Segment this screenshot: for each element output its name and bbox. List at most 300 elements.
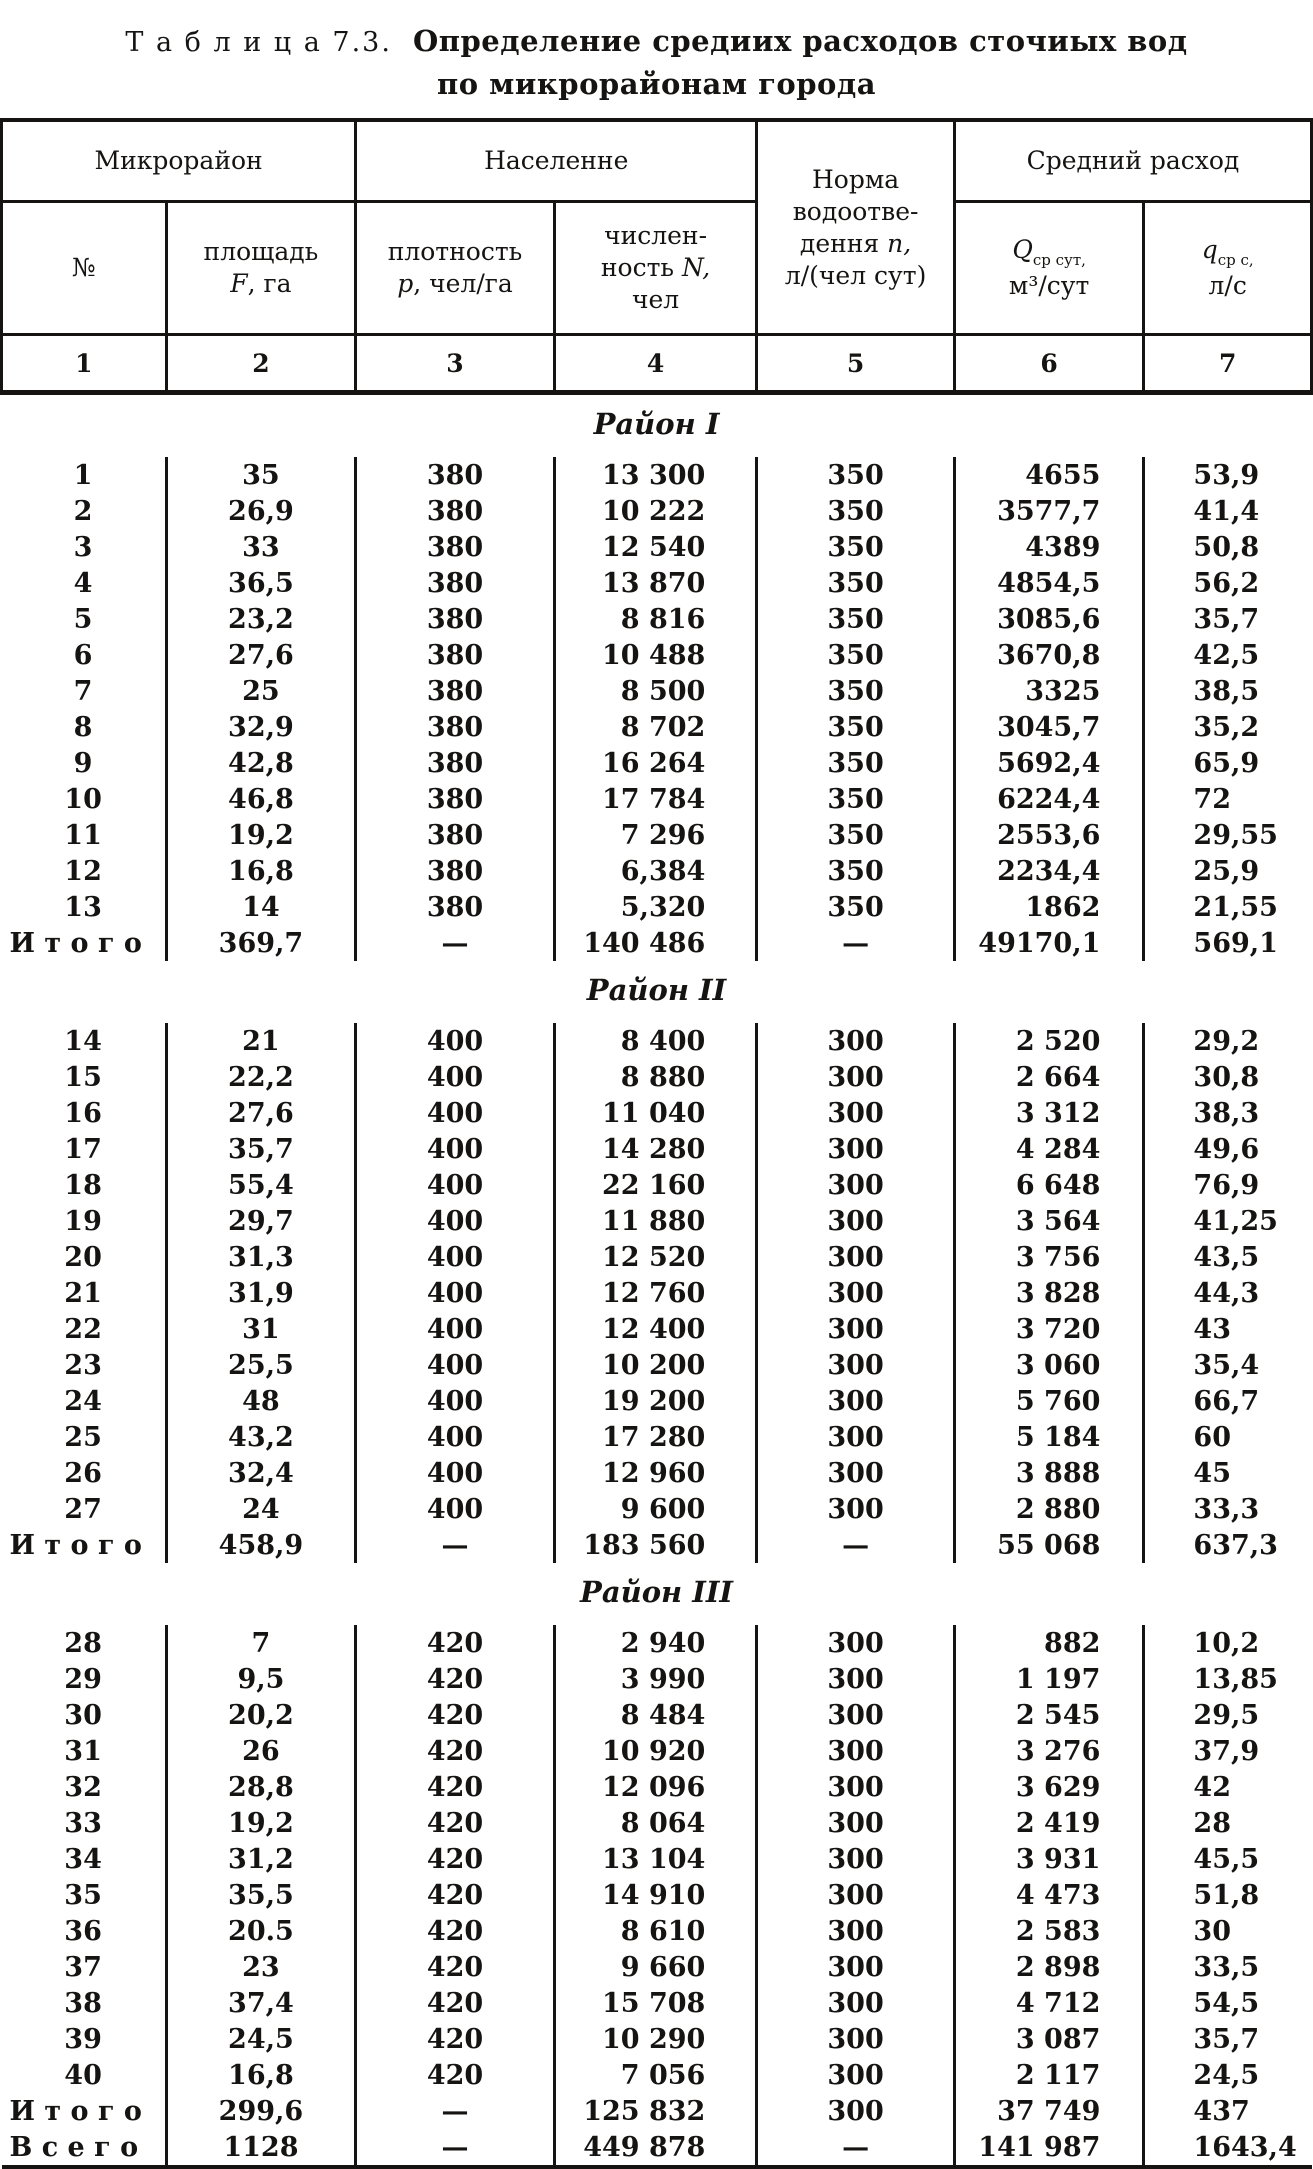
table-cell: 14	[64, 1025, 102, 1057]
section-heading	[2, 1563, 1312, 1625]
table-cell: 56,2	[1144, 565, 1312, 601]
table-cell: 72	[1144, 781, 1312, 817]
table-cell: 380	[356, 529, 555, 565]
table-cell: 21	[166, 1023, 356, 1059]
table-cell: 400	[356, 1023, 555, 1059]
table-cell: 43,2	[166, 1419, 356, 1455]
table-cell: 400	[356, 1059, 555, 1095]
table-cell: 3 276	[954, 1733, 1144, 1769]
table-cell: 6 648	[954, 1167, 1144, 1203]
table-cell: 66,7	[1144, 1383, 1312, 1419]
table-cell: 49,6	[1144, 1131, 1312, 1167]
header-norm-line1: Норма	[811, 164, 900, 194]
table-cell: 54,5	[1144, 1985, 1312, 2021]
column-number: 7	[1144, 335, 1312, 393]
table-cell: 300	[757, 1877, 955, 1913]
table-cell: 55 068	[954, 1527, 1144, 1563]
table-cell: 400	[356, 1131, 555, 1167]
table-cell: 3577,7	[954, 493, 1144, 529]
table-cell: 3 060	[954, 1347, 1144, 1383]
table-cell: 350	[757, 745, 955, 781]
table-cell: 12 540	[554, 529, 757, 565]
table-cell: 6,384	[554, 853, 757, 889]
table-cell: 2 419	[954, 1805, 1144, 1841]
table-cell: 20.5	[166, 1913, 356, 1949]
table-cell: 9 660	[554, 1949, 757, 1985]
table-cell: 31	[166, 1311, 356, 1347]
table-cell: 420	[356, 1661, 555, 1697]
column-number: 5	[757, 335, 955, 393]
table-cell: 1 197	[954, 1661, 1144, 1697]
table-cell: 30	[1144, 1913, 1312, 1949]
table-cell: 4 473	[954, 1877, 1144, 1913]
table-cell: 26	[64, 1457, 102, 1489]
table-cell: —	[356, 925, 555, 961]
table-cell: 53,9	[1144, 457, 1312, 493]
table-cell: 8 064	[554, 1805, 757, 1841]
table-cell: 4655	[954, 457, 1144, 493]
table-title-line1	[0, 22, 1313, 65]
header-col-number: №	[2, 202, 167, 335]
table-cell: 420	[356, 2057, 555, 2093]
table-cell: 299,6	[166, 2093, 356, 2129]
table-cell: 2 880	[954, 1491, 1144, 1527]
table-cell: 3 629	[954, 1769, 1144, 1805]
table-row	[2, 781, 1312, 817]
table-cell: 31	[64, 1735, 102, 1767]
section-heading-label: Район II	[586, 973, 727, 1007]
table-cell: 33	[166, 529, 356, 565]
table-cell: 300	[757, 1625, 955, 1661]
table-cell: 400	[356, 1095, 555, 1131]
table-section	[2, 1563, 1312, 2167]
table-cell: 10 290	[554, 2021, 757, 2057]
table-row	[2, 889, 1312, 925]
table-cell: 420	[356, 1805, 555, 1841]
table-cell: 420	[356, 2021, 555, 2057]
table-cell: 21,55	[1144, 889, 1312, 925]
table-row	[2, 1877, 1312, 1913]
table-cell: 5 184	[954, 1419, 1144, 1455]
header-norm-line4: л/(чел сут)	[784, 260, 927, 290]
header-average-flow: Средний расход	[954, 120, 1311, 202]
table-cell: 51,8	[1144, 1877, 1312, 1913]
table-row	[2, 2021, 1312, 2057]
column-number-row	[2, 335, 1312, 393]
table-cell: 38,3	[1144, 1095, 1312, 1131]
table-cell: 9	[73, 747, 93, 779]
table-cell: 300	[757, 1203, 955, 1239]
table-cell: 41,4	[1144, 493, 1312, 529]
table-cell: 3 564	[954, 1203, 1144, 1239]
table-row	[2, 1023, 1312, 1059]
table-row	[2, 1625, 1312, 1661]
header-column-row	[2, 202, 1312, 335]
table-row	[2, 1419, 1312, 1455]
table-cell: 420	[356, 1697, 555, 1733]
table-cell: 300	[757, 1841, 955, 1877]
table-cell: 420	[356, 1913, 555, 1949]
table-row	[2, 2057, 1312, 2093]
table-cell: 25,9	[1144, 853, 1312, 889]
table-cell: —	[757, 2129, 955, 2167]
table-cell: 33,3	[1144, 1491, 1312, 1527]
table-cell: 35,7	[166, 1131, 356, 1167]
header-group-row	[2, 120, 1312, 202]
table-cell: 20,2	[166, 1697, 356, 1733]
table-cell: 25	[166, 673, 356, 709]
table-cell: 12 400	[554, 1311, 757, 1347]
main-table	[0, 118, 1313, 2169]
table-row	[2, 1311, 1312, 1347]
table-cell: 400	[356, 1419, 555, 1455]
table-cell: 420	[356, 1733, 555, 1769]
table-cell: 15	[64, 1061, 102, 1093]
table-cell: 400	[356, 1275, 555, 1311]
table-cell: 10 488	[554, 637, 757, 673]
table-cell: 8 400	[554, 1023, 757, 1059]
table-cell: 3 312	[954, 1095, 1144, 1131]
table-cell: 400	[356, 1455, 555, 1491]
table-title-text: Определение средиих расходов сточиых вод	[413, 24, 1188, 58]
table-cell: 5692,4	[954, 745, 1144, 781]
table-cell: 16	[64, 1097, 102, 1129]
table-cell: 420	[356, 1841, 555, 1877]
table-cell: —	[356, 2129, 555, 2167]
table-section	[2, 961, 1312, 1563]
table-cell: —	[356, 1527, 555, 1563]
table-cell: 55,4	[166, 1167, 356, 1203]
table-cell: 8	[73, 711, 93, 743]
table-cell: 380	[356, 781, 555, 817]
table-cell: 30	[64, 1699, 102, 1731]
table-cell: 380	[356, 817, 555, 853]
table-cell: 1128	[166, 2129, 356, 2167]
table-cell: 350	[757, 889, 955, 925]
table-cell: 76,9	[1144, 1167, 1312, 1203]
table-cell: 37	[64, 1951, 102, 1983]
table-cell: 31,3	[166, 1239, 356, 1275]
table-cell: 22 160	[554, 1167, 757, 1203]
table-cell: 20	[64, 1241, 102, 1273]
table-row	[2, 1347, 1312, 1383]
table-cell: 569,1	[1144, 925, 1312, 961]
table-cell: 44,3	[1144, 1275, 1312, 1311]
table-cell: 19,2	[166, 817, 356, 853]
table-cell: 350	[757, 853, 955, 889]
table-cell: 400	[356, 1239, 555, 1275]
table-cell: 42,8	[166, 745, 356, 781]
table-cell: И т о г о	[9, 927, 142, 959]
table-cell: 17 784	[554, 781, 757, 817]
table-cell: 27,6	[166, 637, 356, 673]
header-col-density: плотность p, чел/га	[356, 202, 555, 335]
table-row	[2, 1769, 1312, 1805]
table-cell: 4 284	[954, 1131, 1144, 1167]
table-cell: 37,4	[166, 1985, 356, 2021]
table-cell: 30,8	[1144, 1059, 1312, 1095]
table-cell: 39	[64, 2023, 102, 2055]
table-cell: 37,9	[1144, 1733, 1312, 1769]
table-cell: 24,5	[1144, 2057, 1312, 2093]
table-cell: 300	[757, 1131, 955, 1167]
total-row	[2, 1527, 1312, 1563]
table-cell: 300	[757, 1275, 955, 1311]
column-number: 6	[954, 335, 1144, 393]
table-cell: 380	[356, 457, 555, 493]
table-cell: 46,8	[166, 781, 356, 817]
table-cell: 38	[64, 1987, 102, 2019]
table-cell: 7 056	[554, 2057, 757, 2093]
table-cell: 26,9	[166, 493, 356, 529]
table-row	[2, 637, 1312, 673]
table-cell: 2 940	[554, 1625, 757, 1661]
table-cell: 300	[757, 1913, 955, 1949]
table-cell: 3670,8	[954, 637, 1144, 673]
table-cell: 380	[356, 493, 555, 529]
table-cell: 34	[64, 1843, 102, 1875]
table-cell: 19 200	[554, 1383, 757, 1419]
table-cell: 458,9	[166, 1527, 356, 1563]
table-row	[2, 1841, 1312, 1877]
table-cell: 28	[64, 1627, 102, 1659]
table-cell: 380	[356, 745, 555, 781]
table-cell: 16,8	[166, 853, 356, 889]
table-cell: И т о г о	[9, 1529, 142, 1561]
table-cell: 14	[166, 889, 356, 925]
table-cell: 2 898	[954, 1949, 1144, 1985]
table-cell: 420	[356, 1877, 555, 1913]
table-cell: 2553,6	[954, 817, 1144, 853]
table-cell: 10 200	[554, 1347, 757, 1383]
table-cell: —	[356, 2093, 555, 2129]
table-cell: 350	[757, 709, 955, 745]
table-cell: 300	[757, 1491, 955, 1527]
table-cell: 23,2	[166, 601, 356, 637]
table-cell: 28,8	[166, 1769, 356, 1805]
table-row	[2, 1913, 1312, 1949]
table-cell: 300	[757, 1949, 955, 1985]
table-cell: 22,2	[166, 1059, 356, 1095]
table-row	[2, 817, 1312, 853]
table-cell: 2 664	[954, 1059, 1144, 1095]
table-cell: 13	[64, 891, 102, 923]
table-cell: 300	[757, 1023, 955, 1059]
header-norm-line3: дення	[799, 228, 880, 258]
table-cell: 16 264	[554, 745, 757, 781]
table-cell: 420	[356, 1985, 555, 2021]
table-cell: 7	[166, 1625, 356, 1661]
table-cell: —	[757, 1527, 955, 1563]
table-cell: 10,2	[1144, 1625, 1312, 1661]
table-cell: 24	[166, 1491, 356, 1527]
table-cell: 10	[64, 783, 102, 815]
total-row	[2, 2129, 1312, 2167]
table-cell: 35,2	[1144, 709, 1312, 745]
table-cell: 437	[1144, 2093, 1312, 2129]
table-cell: 17	[64, 1133, 102, 1165]
table-cell: 36	[64, 1915, 102, 1947]
table-cell: 8 816	[554, 601, 757, 637]
table-cell: 300	[757, 1455, 955, 1491]
table-cell: 420	[356, 1769, 555, 1805]
table-cell: 3085,6	[954, 601, 1144, 637]
table-cell: 300	[757, 1311, 955, 1347]
table-cell: 29,5	[1144, 1697, 1312, 1733]
table-cell: 11 040	[554, 1095, 757, 1131]
table-cell: 1	[73, 459, 93, 491]
table-cell: 14 280	[554, 1131, 757, 1167]
table-cell: 5,320	[554, 889, 757, 925]
table-cell: 350	[757, 529, 955, 565]
table-row	[2, 1383, 1312, 1419]
table-cell: 300	[757, 2057, 955, 2093]
header-norm: Норма водоотве- дення n, л/(чел сут)	[757, 120, 955, 335]
table-cell: 65,9	[1144, 745, 1312, 781]
table-header	[2, 120, 1312, 393]
table-cell: 4389	[954, 529, 1144, 565]
table-cell: 42	[1144, 1769, 1312, 1805]
table-cell: 400	[356, 1383, 555, 1419]
table-cell: 49170,1	[954, 925, 1144, 961]
table-cell: 24,5	[166, 2021, 356, 2057]
table-cell: 33	[64, 1807, 102, 1839]
table-cell: 300	[757, 1095, 955, 1131]
table-cell: 9,5	[166, 1661, 356, 1697]
table-cell: 10 920	[554, 1733, 757, 1769]
table-cell: 300	[757, 1419, 955, 1455]
table-cell: 12	[64, 855, 102, 887]
table-cell: 35,7	[1144, 2021, 1312, 2057]
table-cell: 3045,7	[954, 709, 1144, 745]
table-cell: 420	[356, 1949, 555, 1985]
table-cell: 43,5	[1144, 1239, 1312, 1275]
header-col-area: площадь F, га	[166, 202, 356, 335]
table-cell: 2234,4	[954, 853, 1144, 889]
table-title	[0, 0, 1313, 108]
table-cell: 23	[64, 1349, 102, 1381]
table-number-label: Т а б л и ц а 7.3.	[125, 27, 392, 58]
table-cell: 350	[757, 817, 955, 853]
table-cell: 300	[757, 2021, 955, 2057]
table-cell: 3	[73, 531, 93, 563]
table-cell: 25,5	[166, 1347, 356, 1383]
table-cell: 31,9	[166, 1275, 356, 1311]
table-cell: 300	[757, 1985, 955, 2021]
table-cell: 13,85	[1144, 1661, 1312, 1697]
table-cell: 45	[1144, 1455, 1312, 1491]
table-row	[2, 1949, 1312, 1985]
table-cell: 5	[73, 603, 93, 635]
table-cell: 2 520	[954, 1023, 1144, 1059]
section-heading-label: Район III	[580, 1575, 733, 1609]
table-cell: 6224,4	[954, 781, 1144, 817]
table-cell: 1643,4	[1144, 2129, 1312, 2167]
table-cell: 23	[166, 1949, 356, 1985]
section-heading	[2, 961, 1312, 1023]
section-heading	[2, 393, 1312, 458]
table-cell: 28	[1144, 1805, 1312, 1841]
table-cell: 4 712	[954, 1985, 1144, 2021]
column-number: 3	[356, 335, 555, 393]
table-cell: 125 832	[554, 2093, 757, 2129]
table-cell: 380	[356, 889, 555, 925]
table-row	[2, 1455, 1312, 1491]
table-row	[2, 457, 1312, 493]
table-cell: 12 960	[554, 1455, 757, 1491]
total-row	[2, 2093, 1312, 2129]
table-cell: 15 708	[554, 1985, 757, 2021]
table-cell: 350	[757, 637, 955, 673]
header-col-count: числен- ность N, чел	[554, 202, 757, 335]
table-cell: 2	[73, 495, 93, 527]
table-cell: 8 484	[554, 1697, 757, 1733]
header-col-q-daily: $Q_{ср сут,}$ м³/сут	[954, 202, 1144, 335]
table-cell: 380	[356, 565, 555, 601]
table-cell: 300	[757, 1733, 955, 1769]
total-row	[2, 925, 1312, 961]
table-cell: 7 296	[554, 817, 757, 853]
header-microdistrict: Микрорайон	[2, 120, 356, 202]
table-cell: 18	[64, 1169, 102, 1201]
table-cell: 40	[64, 2059, 102, 2091]
table-row	[2, 1661, 1312, 1697]
table-cell: 33,5	[1144, 1949, 1312, 1985]
header-population: Населенне	[356, 120, 757, 202]
table-cell: 300	[757, 2093, 955, 2129]
table-cell: 36,5	[166, 565, 356, 601]
table-cell: 16,8	[166, 2057, 356, 2093]
table-cell: 26	[166, 1733, 356, 1769]
table-cell: 300	[757, 1059, 955, 1095]
table-cell: 19	[64, 1205, 102, 1237]
table-cell: 35,4	[1144, 1347, 1312, 1383]
table-cell: 350	[757, 673, 955, 709]
column-number: 2	[166, 335, 356, 393]
table-cell: 380	[356, 601, 555, 637]
table-cell: 6	[73, 639, 93, 671]
table-cell: 21	[64, 1277, 102, 1309]
table-cell: 300	[757, 1661, 955, 1697]
table-cell: 2 117	[954, 2057, 1144, 2093]
table-cell: 29,55	[1144, 817, 1312, 853]
table-row	[2, 1491, 1312, 1527]
table-cell: 8 500	[554, 673, 757, 709]
table-cell: 141 987	[954, 2129, 1144, 2167]
table-cell: —	[757, 925, 955, 961]
table-section	[2, 393, 1312, 962]
table-cell: 882	[954, 1625, 1144, 1661]
table-cell: 3 888	[954, 1455, 1144, 1491]
table-cell: 350	[757, 457, 955, 493]
table-row	[2, 529, 1312, 565]
table-cell: 27	[64, 1493, 102, 1525]
table-cell: 400	[356, 1347, 555, 1383]
table-cell: 637,3	[1144, 1527, 1312, 1563]
table-cell: 3 720	[954, 1311, 1144, 1347]
table-cell: 35,7	[1144, 601, 1312, 637]
table-cell: И т о г о	[9, 2095, 142, 2127]
table-cell: 300	[757, 1805, 955, 1841]
table-row	[2, 1059, 1312, 1095]
table-cell: 449 878	[554, 2129, 757, 2167]
table-cell: В с е г о	[9, 2131, 139, 2163]
table-cell: 3 990	[554, 1661, 757, 1697]
table-cell: 140 486	[554, 925, 757, 961]
column-number: 4	[554, 335, 757, 393]
table-row	[2, 493, 1312, 529]
table-row	[2, 1239, 1312, 1275]
